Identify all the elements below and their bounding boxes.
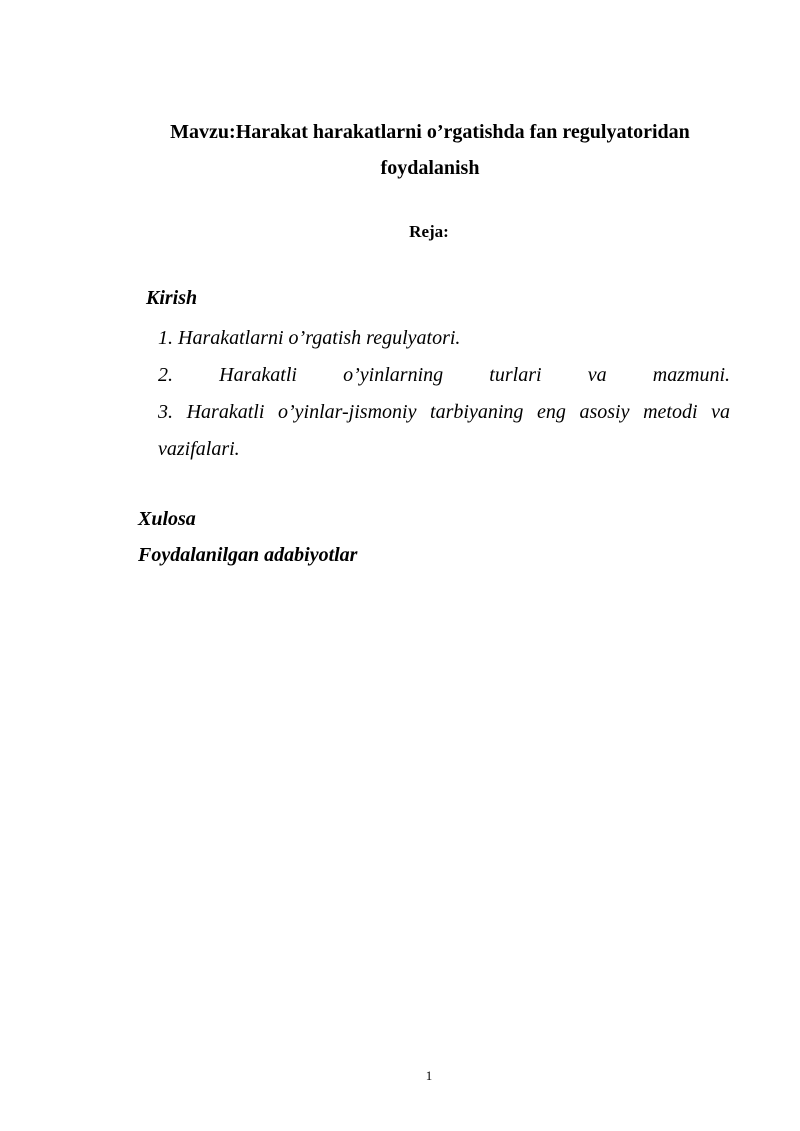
plan-heading: Reja: <box>409 222 449 241</box>
plan-item: 2. Harakatli o’yinlarning turlari va mazmuni. <box>158 364 730 386</box>
plan-item: 1. Harakatlarni o’rgatish regulyatori. <box>158 327 461 349</box>
page-number: 1 <box>425 1068 433 1083</box>
plan-item: 3. Harakatli o’yinlar-jismoniy tarbiyaning eng asosiy metodi va vazifalari. <box>158 401 730 460</box>
references-heading: Foydalanilgan adabiyotlar <box>138 544 358 566</box>
intro-heading: Kirish <box>146 287 198 309</box>
closing-section <box>138 501 357 573</box>
plan-list <box>158 320 730 468</box>
conclusion-heading: Xulosa <box>138 508 196 530</box>
document-title: Mavzu:Harakat harakatlarni o’rgatishda fan regulyatoridan foydalanish <box>170 121 690 179</box>
